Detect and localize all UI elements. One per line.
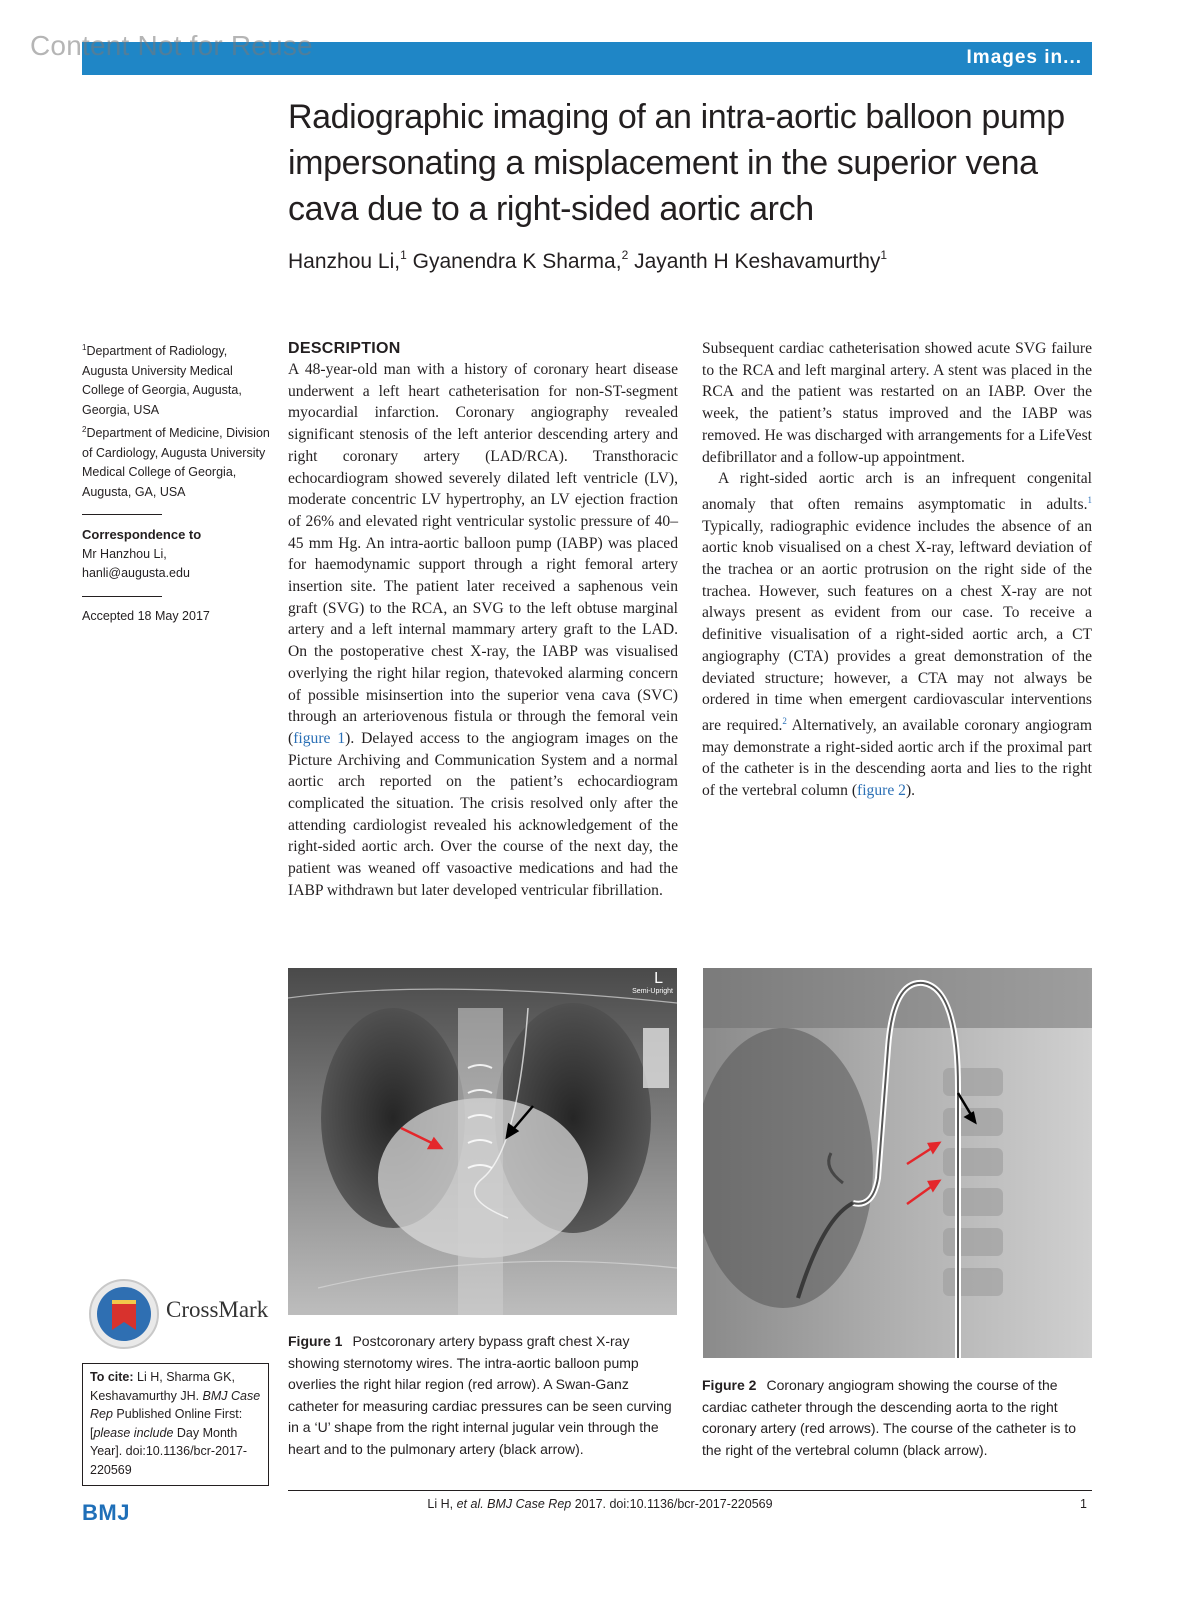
body-paragraph: A right-sided aortic arch is an infrequent congenital anomaly that often remains asymptomatic in adults.$^1$ Typically, radiographic evidence includes the absence of an aortic knob visualised on a chest X-ray, leftward deviation of the trachea or an aortic protrusion on the right side of the trachea. However, such features on a chest X-ray are not always present as evident from our case. To receive a definitive visualisation of a right-sided aortic arch, a CT angiography (CTA) provides a great demonstration of the deviated structure; however, a CTA may not always be ordered in time when emergent cardiovascular interventions are required.$^2$ Alternatively, an available coronary angiogram may demonstrate a right-sided aortic arch if the proximal part of the catheter is in the descending aorta and lies to the right of the vertebral column (figure 2). — [702, 470, 1092, 800]
figure-2-caption — [702, 1375, 1094, 1461]
author-affiliation-mark: 1 — [400, 248, 407, 262]
watermark: Content Not for Reuse — [30, 30, 313, 61]
figure-2-link[interactable]: figure 2 — [857, 782, 906, 800]
footer-divider — [288, 1490, 1092, 1491]
body-paragraph: Subsequent cardiac catheterisation showed acute SVG failure to the RCA and left marginal artery. A stent was placed in the RCA and the patient was restarted on an IABP. Over the week, the patient’s status improved and the IABP was removed. He was discharged with arrangements for a LifeVest defibrillator and a follow-up appointment. — [702, 340, 1092, 466]
page-number: 1 — [1080, 1497, 1087, 1511]
image-orientation-marker: L — [654, 970, 663, 987]
sidebar-divider — [82, 514, 162, 515]
crossmark-icon — [88, 1278, 160, 1350]
author-affiliation-mark: 1 — [880, 248, 888, 262]
figure-1-caption-text: Postcoronary artery bypass graft chest X-ray showing sternotomy wires. The intra-aortic balloon pump overlies the right hilar region (red arrow). A Swan-Ganz catheter for measuring cardiac pressures can be seen curving in a ‘U’ shape from the right internal jugular vein through the heart and to the pulmonary artery (black arrow). — [288, 1333, 672, 1457]
crossmark-label: CrossMark — [166, 1297, 269, 1322]
figure-1-caption — [288, 1331, 680, 1460]
figure-1-image — [288, 968, 677, 1315]
article-title: Radiographic imaging of an intra-aortic balloon pump impersonating a misplacement in the superior vena cava due to a right-sided aortic arch — [288, 98, 1065, 228]
citation-label: To cite: — [90, 1370, 134, 1384]
author-name: Hanzhou Li, — [288, 250, 401, 273]
affiliation: $^2$Department of Medicine, Division of Cardiology, Augusta University Medical College of Georgia, Augusta, GA, USA — [82, 425, 270, 499]
accepted-date: Accepted 18 May 2017 — [82, 608, 210, 623]
figure-2-caption-text: Coronary angiogram showing the course of the cardiac catheter through the descending aorta to the right coronary artery (red arrows). The course of the catheter is to the right of the vertebral column (black arrow). — [702, 1377, 1077, 1458]
citation-box: To cite: Li H, Sharma GK, Keshavamurthy JH. BMJ Case Rep Published Online First: [please include Day Month Year]. doi:10.1136/bcr-2017-220569 — [82, 1363, 269, 1486]
reference-1-link[interactable]: 1 — [1087, 494, 1092, 505]
bmj-logo: BMJ — [82, 1500, 130, 1525]
sidebar-divider — [82, 596, 162, 597]
section-heading: DESCRIPTION — [288, 340, 401, 357]
correspondence-name: Mr Hanzhou Li, — [82, 546, 167, 561]
figure-1-link[interactable]: figure 1 — [293, 729, 346, 747]
body-paragraph: A 48-year-old man with a history of coronary heart disease underwent a left heart catheterisation for non-ST-segment myocardial infarction. Coronary angiography revealed significant stenosis of the left anterior descending artery and right coronary artery (LAD/RCA). Transthoracic echocardiogram showed severely dilated left ventricle (LV), moderate concentric LV hypertrophy, an LV ejection fraction of 26% and elevated right ventricular systolic pressure of 40–45 mm Hg. An intra-aortic balloon pump (IABP) was placed for haemodynamic support through a right femoral artery insertion site. The patient later received a saphenous vein graft (SVG) to the RCA, an SVG to the left obtuse marginal artery and a left internal mammary artery graft to the LAD. On the postoperative chest X-ray, the IABP was visualised overlying the right hilar region, thatevoked alarming concern of possible misinsertion into the superior vena cava (SVC) through an arteriovenous fistula or through the femoral vein (figure 1). Delayed access to the angiogram images on the Picture Archiving and Communication System and a normal aortic arch reported on the patient’s echocardiogram complicated the situation. The crisis resolved only after the attending cardiologist revealed his acknowledgement of the right-sided aortic arch. Over the course of the next day, the patient was weaned off vasoactive medications and had the IABP withdrawn but later developed ventricular fibrillation. — [288, 361, 678, 899]
affiliation: $^1$Department of Radiology, Augusta University Medical College of Georgia, Augusta, Georgia, USA — [82, 343, 242, 417]
image-position-note: Semi-Upright — [632, 988, 673, 995]
author-affiliation-mark: 2 — [621, 248, 629, 262]
correspondence-email[interactable]: hanli@augusta.edu — [82, 566, 190, 580]
footer-citation: Li H, et al. BMJ Case Rep 2017. doi:10.1136/bcr-2017-220569 — [427, 1497, 773, 1511]
body-column-left — [288, 338, 678, 902]
author-list — [288, 248, 1088, 274]
reference-2-link[interactable]: 2 — [782, 715, 787, 726]
correspondence-label: Correspondence to — [82, 527, 202, 542]
section-label: Images in... — [966, 47, 1082, 68]
sidebar — [82, 338, 272, 626]
figure-2-label: Figure 2 — [702, 1377, 757, 1393]
author-name: Gyanendra K Sharma, — [412, 250, 622, 273]
author-name: Jayanth H Keshavamurthy — [634, 250, 881, 273]
crossmark-badge[interactable] — [88, 1278, 278, 1348]
figure-2-image — [703, 968, 1092, 1358]
figure-1-label: Figure 1 — [288, 1333, 343, 1349]
body-column-right — [702, 338, 1092, 802]
